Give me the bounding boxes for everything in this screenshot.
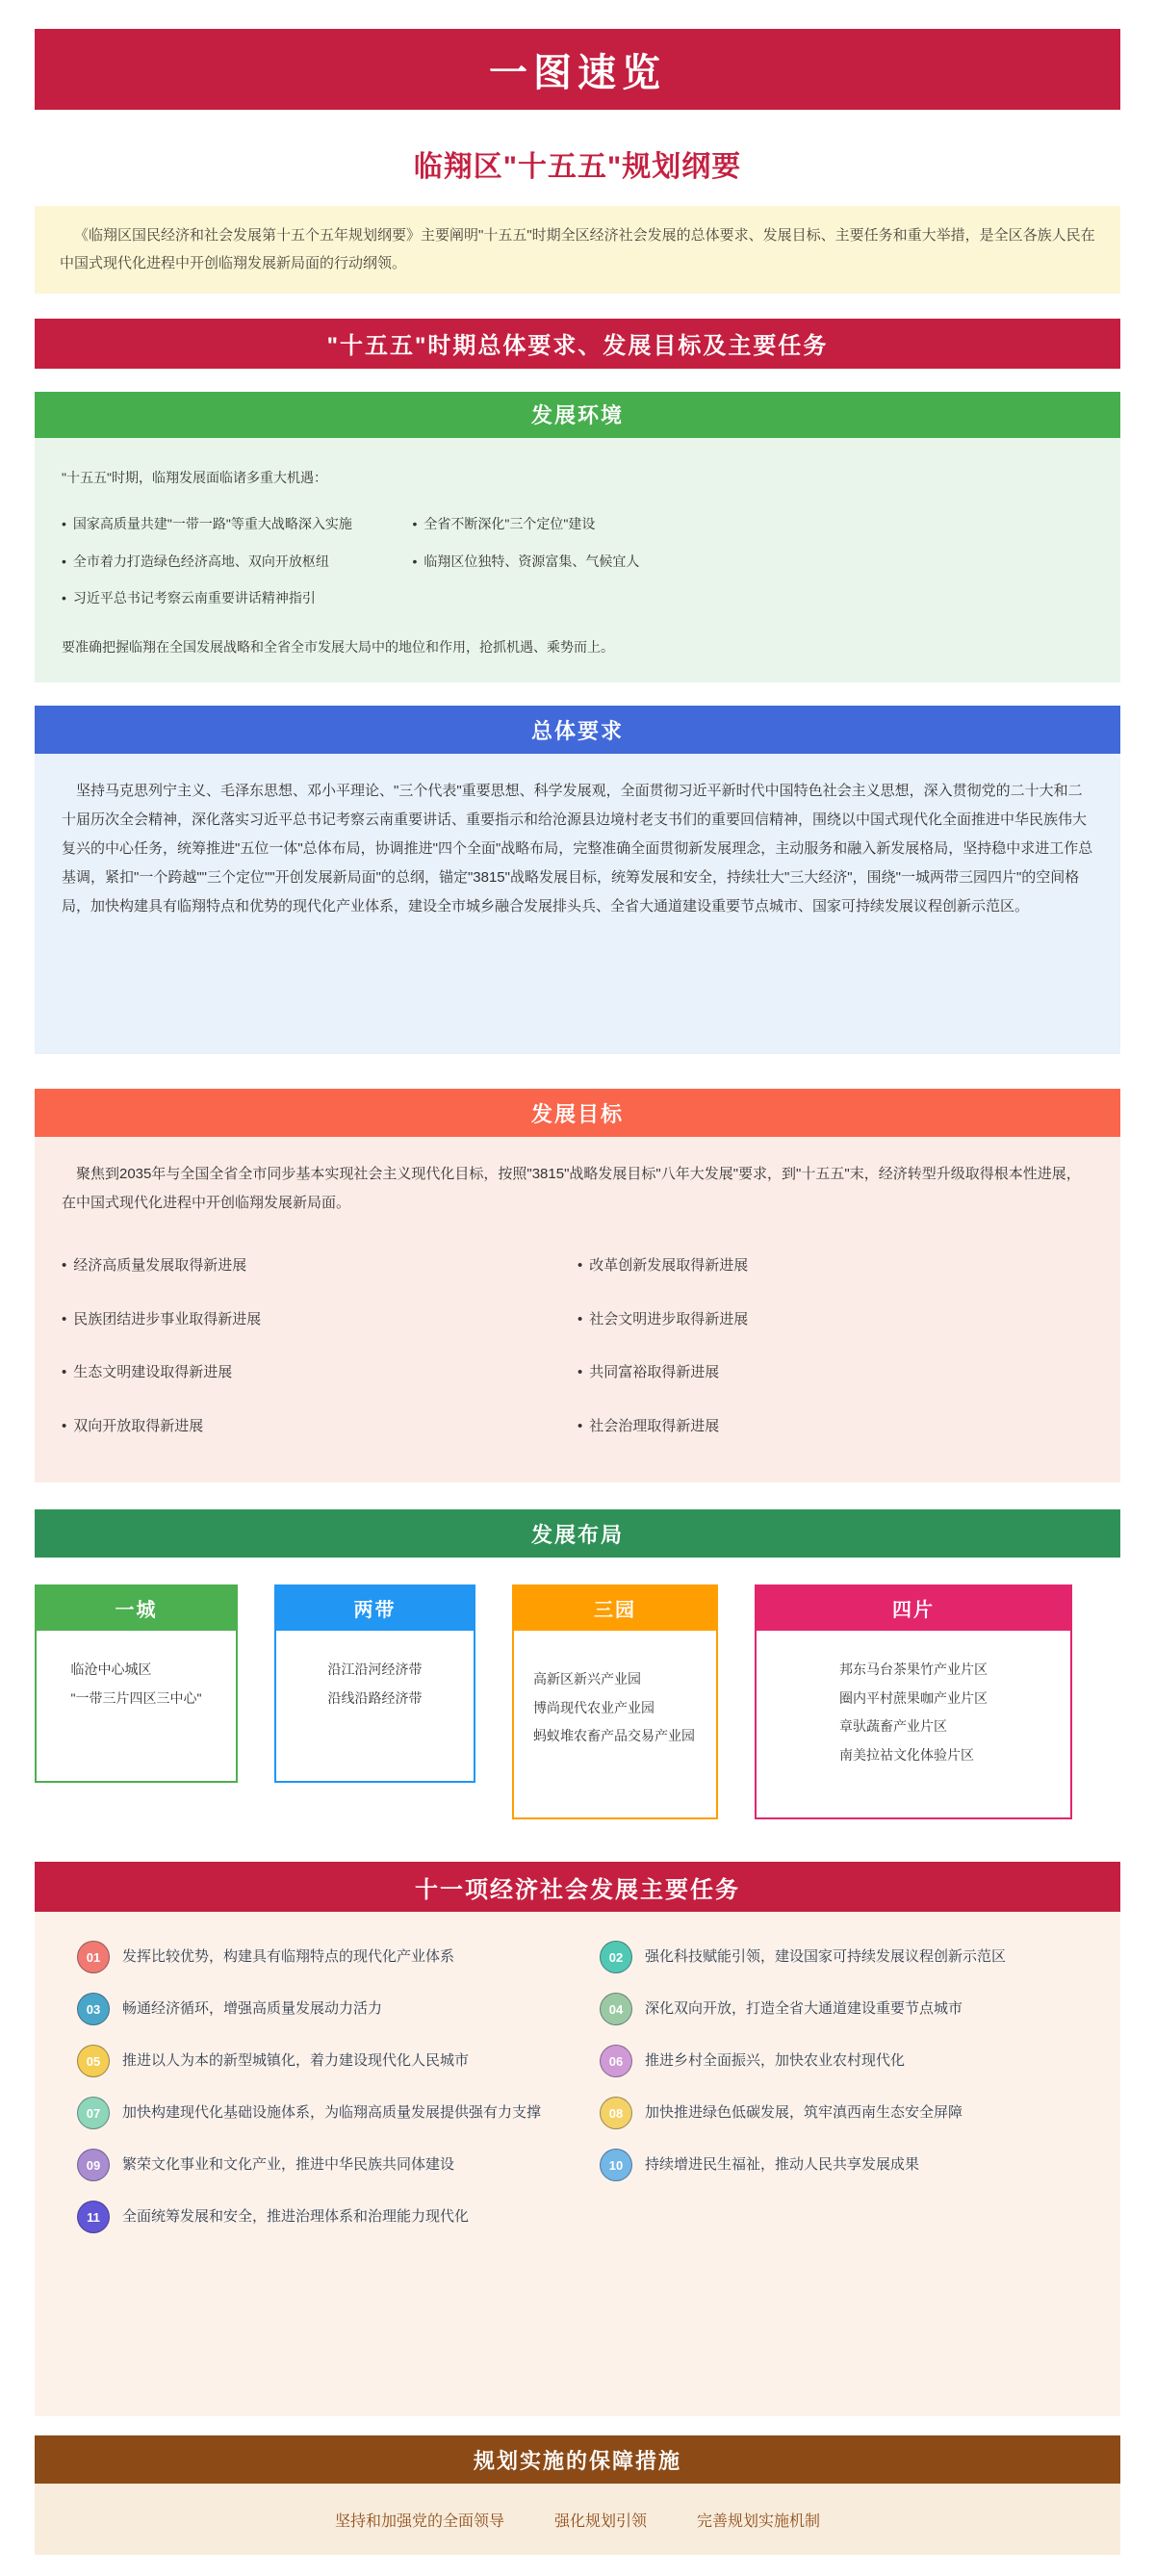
env-closing: 要准确把握临翔在全国发展战略和全省全市发展大局中的地位和作用，抢抓机遇、乘势而上。 [62, 638, 614, 655]
goal-bullet: • 社会文明进步取得新进展 [578, 1306, 1093, 1334]
layout-section-title: 发展布局 [35, 1509, 1120, 1558]
env-bullet: • 全省不断深化"三个定位"建设 [412, 511, 1093, 537]
infographic-page [35, 0, 1120, 2555]
task-number-badge: 05 [77, 2045, 110, 2077]
task-item-07 [77, 2097, 555, 2129]
goal-bullet: • 民族团结进步事业取得新进展 [62, 1306, 578, 1334]
task-item-03 [77, 1993, 555, 2025]
task-item-09 [77, 2149, 555, 2181]
task-label: 畅通经济循环，增强高质量发展动力活力 [122, 2000, 383, 2018]
section-major-tasks [35, 1862, 1120, 2416]
card-item: 章驮蔬畜产业片区 [839, 1718, 947, 1735]
section-development-environment [35, 392, 1120, 683]
overall-panel [35, 754, 1120, 1054]
tasks-panel [35, 1912, 1120, 2416]
task-item-04 [600, 1993, 1078, 2025]
card-item: 高新区新兴产业园 [533, 1671, 641, 1687]
goals-panel [35, 1137, 1120, 1482]
env-panel [35, 438, 1120, 683]
task-label: 全面统筹发展和安全，推进治理体系和治理能力现代化 [122, 2208, 470, 2226]
card-item: 沿线沿路经济带 [327, 1689, 423, 1706]
task-item-11 [77, 2201, 555, 2233]
layout-card-three-parks [512, 1584, 718, 1819]
safeguard-item: 完善规划实施机制 [697, 2512, 821, 2530]
safeguard-item: 强化规划引领 [553, 2512, 647, 2530]
goal-bullet: • 改革创新发展取得新进展 [578, 1252, 1093, 1280]
task-number-badge: 11 [77, 2201, 110, 2233]
layout-card-four-areas [755, 1584, 1072, 1819]
env-bullet: • 临翔区位独特、资源富集、气候宜人 [412, 549, 1093, 575]
section-overall-requirements [35, 706, 1120, 1054]
card-title: 三园 [512, 1584, 718, 1631]
task-label: 发挥比较优势，构建具有临翔特点的现代化产业体系 [122, 1948, 455, 1966]
task-label: 加快推进绿色低碳发展，筑牢滇西南生态安全屏障 [645, 2104, 963, 2122]
task-label: 持续增进民生福祉，推动人民共享发展成果 [645, 2156, 920, 2174]
goal-bullet: • 经济高质量发展取得新进展 [62, 1252, 578, 1280]
task-item-05 [77, 2045, 555, 2077]
card-item: 南美拉祜文化体验片区 [839, 1746, 974, 1763]
card-title: 两带 [274, 1584, 475, 1631]
task-number-badge: 06 [600, 2045, 632, 2077]
task-number-badge: 10 [600, 2149, 632, 2181]
env-intro: "十五五"时期，临翔发展面临诸多重大机遇： [62, 469, 327, 485]
card-title: 一城 [35, 1584, 238, 1631]
goals-intro: 聚焦到2035年与全国全省全市同步基本实现社会主义现代化目标，按照"3815"战略发展目标"八年大发展"要求，到"十五五"末，经济转型升级取得根本性进展，在中国式现代化进程中开创临翔发展新局面。 [62, 1166, 1081, 1212]
card-item: "一带三片四区三中心" [70, 1689, 202, 1706]
section-safeguards [35, 2435, 1120, 2555]
tasks-section-title: 十一项经济社会发展主要任务 [35, 1862, 1120, 1912]
goals-section-title: 发展目标 [35, 1089, 1120, 1137]
hero-banner: 一图速览 [35, 29, 1120, 110]
goal-bullet: • 社会治理取得新进展 [578, 1413, 1093, 1441]
card-body [274, 1631, 475, 1783]
layout-card-two-belts [274, 1584, 475, 1783]
safeguard-item: 坚持和加强党的全面领导 [334, 2512, 504, 2530]
section-development-layout [35, 1509, 1120, 1819]
card-item: 沿江沿河经济带 [327, 1662, 423, 1678]
card-body [35, 1631, 238, 1783]
task-item-10 [600, 2149, 1078, 2181]
task-label: 强化科技赋能引领，建设国家可持续发展议程创新示范区 [645, 1948, 1007, 1966]
overall-section-title: 总体要求 [35, 706, 1120, 754]
card-item: 博尚现代农业产业园 [533, 1699, 654, 1715]
task-number-badge: 02 [600, 1941, 632, 1973]
goal-bullet: • 共同富裕取得新进展 [578, 1359, 1093, 1387]
task-label: 推进以人为本的新型城镇化，着力建设现代化人民城市 [122, 2052, 470, 2070]
section-development-goals [35, 1089, 1120, 1482]
section-banner: "十五五"时期总体要求、发展目标及主要任务 [35, 319, 1120, 369]
env-bullet: • 习近平总书记考察云南重要讲话精神指引 [62, 585, 412, 611]
intro-box [35, 206, 1120, 294]
task-item-08 [600, 2097, 1078, 2129]
goal-bullet: • 生态文明建设取得新进展 [62, 1359, 578, 1387]
overall-body: 坚持马克思列宁主义、毛泽东思想、邓小平理论、"三个代表"重要思想、科学发展观，全面贯彻习近平新时代中国特色社会主义思想，深入贯彻党的二十大和二十届历次全会精神，深化落实习近平总书记考察云南重要讲话、重要指示和给沧源县边境村老支书们的重要回信精神，围绕以中国式现代化全面推进中华民族伟大复兴的中心任务，统筹推进"五位一体"总体布局，协调推进"四个全面"战略布局，完整准确全面贯彻新发展理念，主动服务和融入新发展格局，坚持稳中求进工作总基调，紧扣"一个跨越""三个定位""开创发展新局面"的总纲，锚定"3815"战略发展目标，统筹发展和安全，持续壮大"三大经济"，围绕"一城两带三园四片"的空间格局，加快构建具有临翔特点和优势的现代化产业体系，建设全市城乡融合发展排头兵、全省大通道建设重要节点城市、国家可持续发展议程创新示范区。 [62, 783, 1093, 915]
goals-bullet-list [62, 1252, 1093, 1440]
task-label: 推进乡村全面振兴，加快农业农村现代化 [645, 2052, 906, 2070]
task-number-badge: 01 [77, 1941, 110, 1973]
card-title: 四片 [755, 1584, 1072, 1631]
card-body [755, 1631, 1072, 1819]
task-label: 繁荣文化事业和文化产业，推进中华民族共同体建设 [122, 2156, 455, 2174]
task-number-badge: 03 [77, 1993, 110, 2025]
task-label: 加快构建现代化基础设施体系，为临翔高质量发展提供强有力支撑 [122, 2104, 542, 2122]
layout-card-one-city [35, 1584, 238, 1783]
task-number-badge: 04 [600, 1993, 632, 2025]
task-number-badge: 09 [77, 2149, 110, 2181]
safeguards-panel [35, 2484, 1120, 2555]
env-bullet: • 全市着力打造绿色经济高地、双向开放枢纽 [62, 549, 412, 575]
page-title: 临翔区"十五五"规划纲要 [413, 151, 742, 183]
goal-bullet: • 双向开放取得新进展 [62, 1413, 578, 1441]
task-item-01 [77, 1941, 555, 1973]
task-item-06 [600, 2045, 1078, 2077]
card-item: 临沧中心城区 [70, 1662, 152, 1678]
task-number-badge: 07 [77, 2097, 110, 2129]
env-bullet-list [62, 511, 1093, 611]
card-item: 邦东马台茶果竹产业片区 [839, 1662, 988, 1678]
safeguards-section-title: 规划实施的保障措施 [35, 2435, 1120, 2484]
env-bullet: • 国家高质量共建"一带一路"等重大战略深入实施 [62, 511, 412, 537]
task-label: 深化双向开放，打造全省大通道建设重要节点城市 [645, 2000, 963, 2018]
card-body [512, 1631, 718, 1819]
task-item-02 [600, 1941, 1078, 1973]
task-number-badge: 08 [600, 2097, 632, 2129]
card-item: 蚂蚁堆农畜产品交易产业园 [533, 1728, 695, 1744]
intro-text: 《临翔区国民经济和社会发展第十五个五年规划纲要》主要阐明"十五五"时期全区经济社会发展的总体要求、发展目标、主要任务和重大举措，是全区各族人民在中国式现代化进程中开创临翔发展新局面的行动纲领。 [60, 227, 1095, 272]
layout-cards [35, 1584, 1120, 1819]
env-section-title: 发展环境 [35, 392, 1120, 438]
card-item: 圈内平村蔗果咖产业片区 [839, 1689, 988, 1706]
